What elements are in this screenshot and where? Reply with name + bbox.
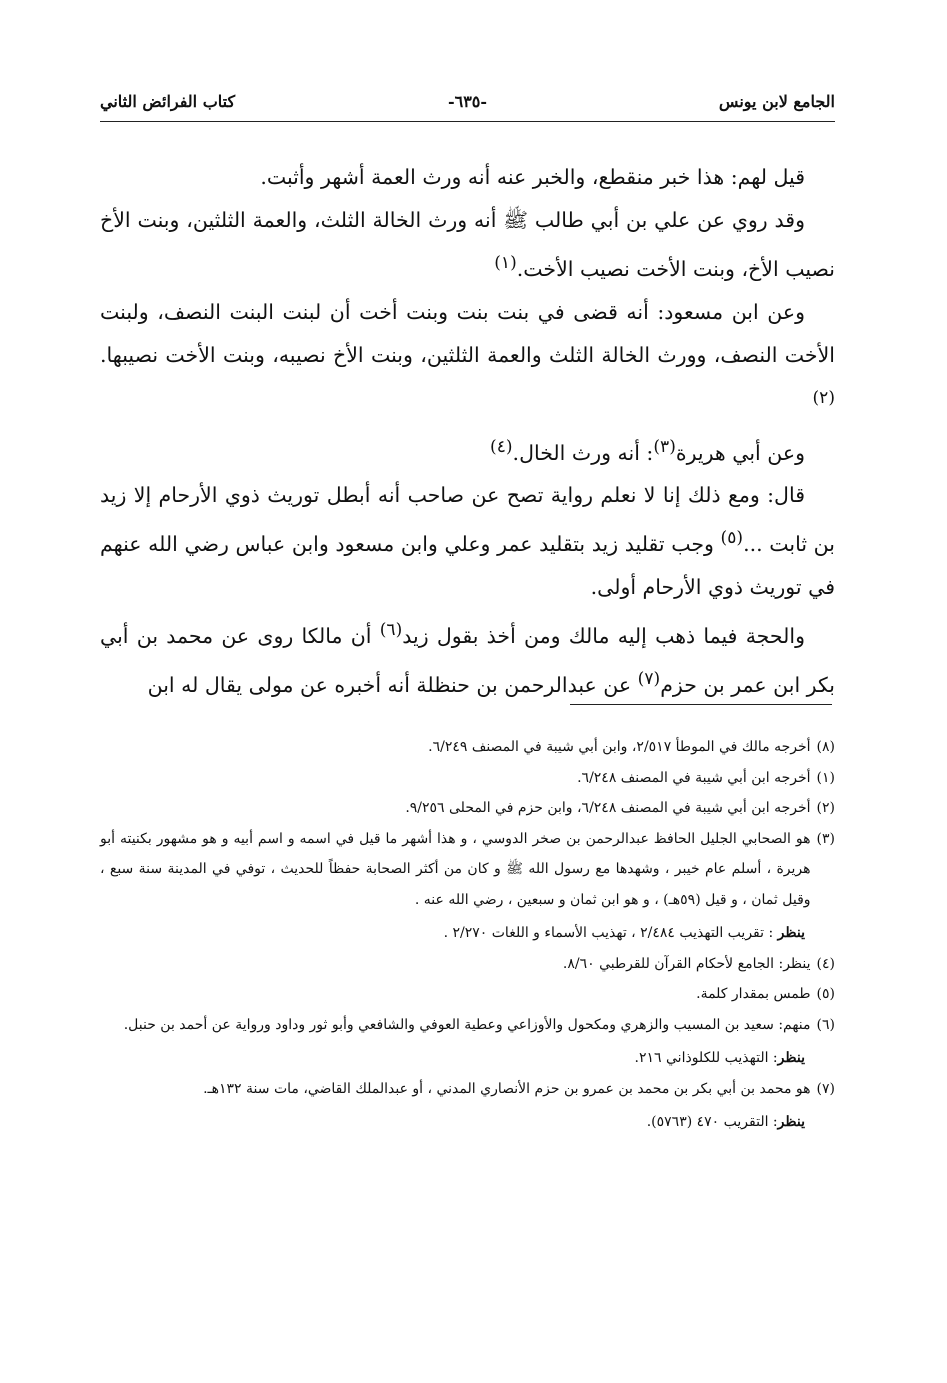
footnote-text: أخرجه مالك في الموطأ ٢/٥١٧، وابن أبي شيبة في المصنف ٦/٢٤٩. <box>428 739 811 755</box>
footnote-text: منهم: سعيد بن المسيب والزهري ومكحول والأوزاعي وعطية العوفي والشافعي وأبو ثور وداود ورواية عن أحمد بن حنبل. <box>123 1016 811 1033</box>
reference-label: ينظر <box>777 1114 805 1130</box>
footnote-8 <box>100 732 835 763</box>
paragraph-4-text-a: وعن أبي هريرة <box>675 440 805 465</box>
footnote-text: هو الصحابي الجليل الحافظ عبدالرحمن بن صخر الدوسي ، و هذا أشهر ما قيل في اسمه و اسم أبيه و هو مشهور بكنيته أبو هريرة ، أسلم عام خيبر ، وشهدها مع رسول الله ﷺ و كان من أكثر الصحابة حفظاً للحديث ، توفي في المدينة سنة سبع ، وقيل ثمان ، و قيل (٥٩هـ) ، و هو ابن ثمان و سبعين ، رضي الله عنه . <box>100 830 811 908</box>
footnote-text: طمس بمقدار كلمة. <box>696 986 811 1002</box>
footnote-ref-7: (٧) <box>637 669 661 690</box>
footnote-text: أخرجه ابن أبي شيبة في المصنف ٦/٢٤٨. <box>577 769 811 786</box>
reference-text: : التهذيب للكلوذاني ٢١٦. <box>634 1050 778 1066</box>
footnote-6-reference <box>100 1043 835 1074</box>
header-chapter-title: كتاب الفرائض الثاني <box>100 92 236 111</box>
footnote-ref-1: (١) <box>494 253 517 273</box>
footnote-text: هو محمد بن أبي بكر بن محمد بن عمرو بن حزم الأنصاري المدني ، أو عبدالملك القاضي، مات سنة ١٣٢هـ. <box>203 1080 811 1097</box>
footnote-number: (٧) <box>816 1080 835 1097</box>
paragraph-3-text: وعن ابن مسعود: أنه قضى في بنت بنت وبنت أخت أن لبنت البنت النصف، ولبنت الأخت النصف، وورث الخالة الثلث والعمة الثلثين، وبنت الأخ نصيبه، وبنت الأخت نصيبها. <box>100 299 835 367</box>
footnote-number: (٥) <box>816 986 835 1002</box>
footnote-ref-4: (٤) <box>490 436 513 457</box>
paragraph-1 <box>100 156 835 199</box>
footnote-separator <box>570 704 832 705</box>
paragraph-2 <box>100 199 835 291</box>
footnote-ref-5: (٥) <box>720 528 744 549</box>
page-header <box>100 92 835 122</box>
paragraph-6 <box>100 609 835 707</box>
main-text <box>100 156 835 707</box>
footnote-3 <box>100 824 835 916</box>
paragraph-6-text-c: عن عبدالرحمن بن حنظلة أنه أخبره عن مولى يقال له ابن <box>147 672 638 697</box>
footnote-1 <box>100 763 835 794</box>
footnote-number: (٤) <box>816 955 835 972</box>
page-number: -٦٣٥- <box>447 92 488 111</box>
reference-label: ينظر <box>777 925 805 941</box>
reference-text: : تقريب التهذيب ٢/٤٨٤ ، تهذيب الأسماء و اللغات ٢/٢٧٠ . <box>443 925 778 941</box>
header-book-title: الجامع لابن يونس <box>718 92 835 111</box>
reference-label: ينظر <box>777 1050 805 1066</box>
footnote-ref-6: (٦) <box>379 620 403 641</box>
footnote-3-reference <box>100 918 835 949</box>
footnote-2 <box>100 793 835 824</box>
paragraph-6-text-a: والحجة فيما ذهب إليه مالك ومن أخذ بقول زيد <box>402 624 805 649</box>
footnote-number: (٨) <box>816 739 835 755</box>
header-rule <box>100 121 835 122</box>
footnote-ref-2: (٢) <box>812 387 835 408</box>
paragraph-4-text-b: : أنه ورث الخال. <box>512 440 654 465</box>
footnote-4 <box>100 949 835 980</box>
paragraph-3 <box>100 291 835 426</box>
footnote-6 <box>100 1010 835 1041</box>
paragraph-5-text-a: قال: ومع ذلك إنا لا نعلم رواية تصح عن صاحب أنه أبطل توريث ذوي الأرحام إلا زيد بن ثابت ... <box>100 483 835 557</box>
footnotes <box>100 732 835 1138</box>
footnote-7-reference <box>100 1107 835 1138</box>
footnote-number: (٦) <box>816 1016 835 1033</box>
paragraph-6-text-b: أن مالكا روى عن محمد بن أبي بكر ابن عمر بن حزم <box>100 624 835 697</box>
footnote-number: (٢) <box>816 800 835 816</box>
footnote-number: (١) <box>816 769 835 786</box>
reference-text: : التقريب ٤٧٠ (٥٧٦٣). <box>646 1114 778 1130</box>
paragraph-5-text-b: وجب تقليد زيد بتقليد عمر وعلي وابن مسعود وابن عباس رضي الله عنهم في توريث ذوي الأرحام أولى. <box>100 532 835 600</box>
paragraph-2-text: وقد روي عن علي بن أبي طالب ﷺ أنه ورث الخالة الثلث، والعمة الثلثين، وبنت الأخ نصيب الأخ، وبنت الأخت نصيب الأخت. <box>100 208 835 281</box>
paragraph-1-text: قيل لهم: هذا خبر منقطع، والخبر عنه أنه ورث العمة أشهر وأثبت. <box>260 165 805 189</box>
footnote-number: (٣) <box>816 830 835 847</box>
footnote-ref-3: (٣) <box>653 436 676 457</box>
footnote-text: ينظر: الجامع لأحكام القرآن للقرطبي ٨/٦٠. <box>562 955 811 972</box>
paragraph-5 <box>100 474 835 609</box>
footnote-text: أخرجه ابن أبي شيبة في المصنف ٦/٢٤٨، وابن حزم في المحلى ٩/٢٥٦. <box>405 800 811 816</box>
footnote-5 <box>100 979 835 1010</box>
footnote-7 <box>100 1074 835 1105</box>
paragraph-4 <box>100 426 835 475</box>
